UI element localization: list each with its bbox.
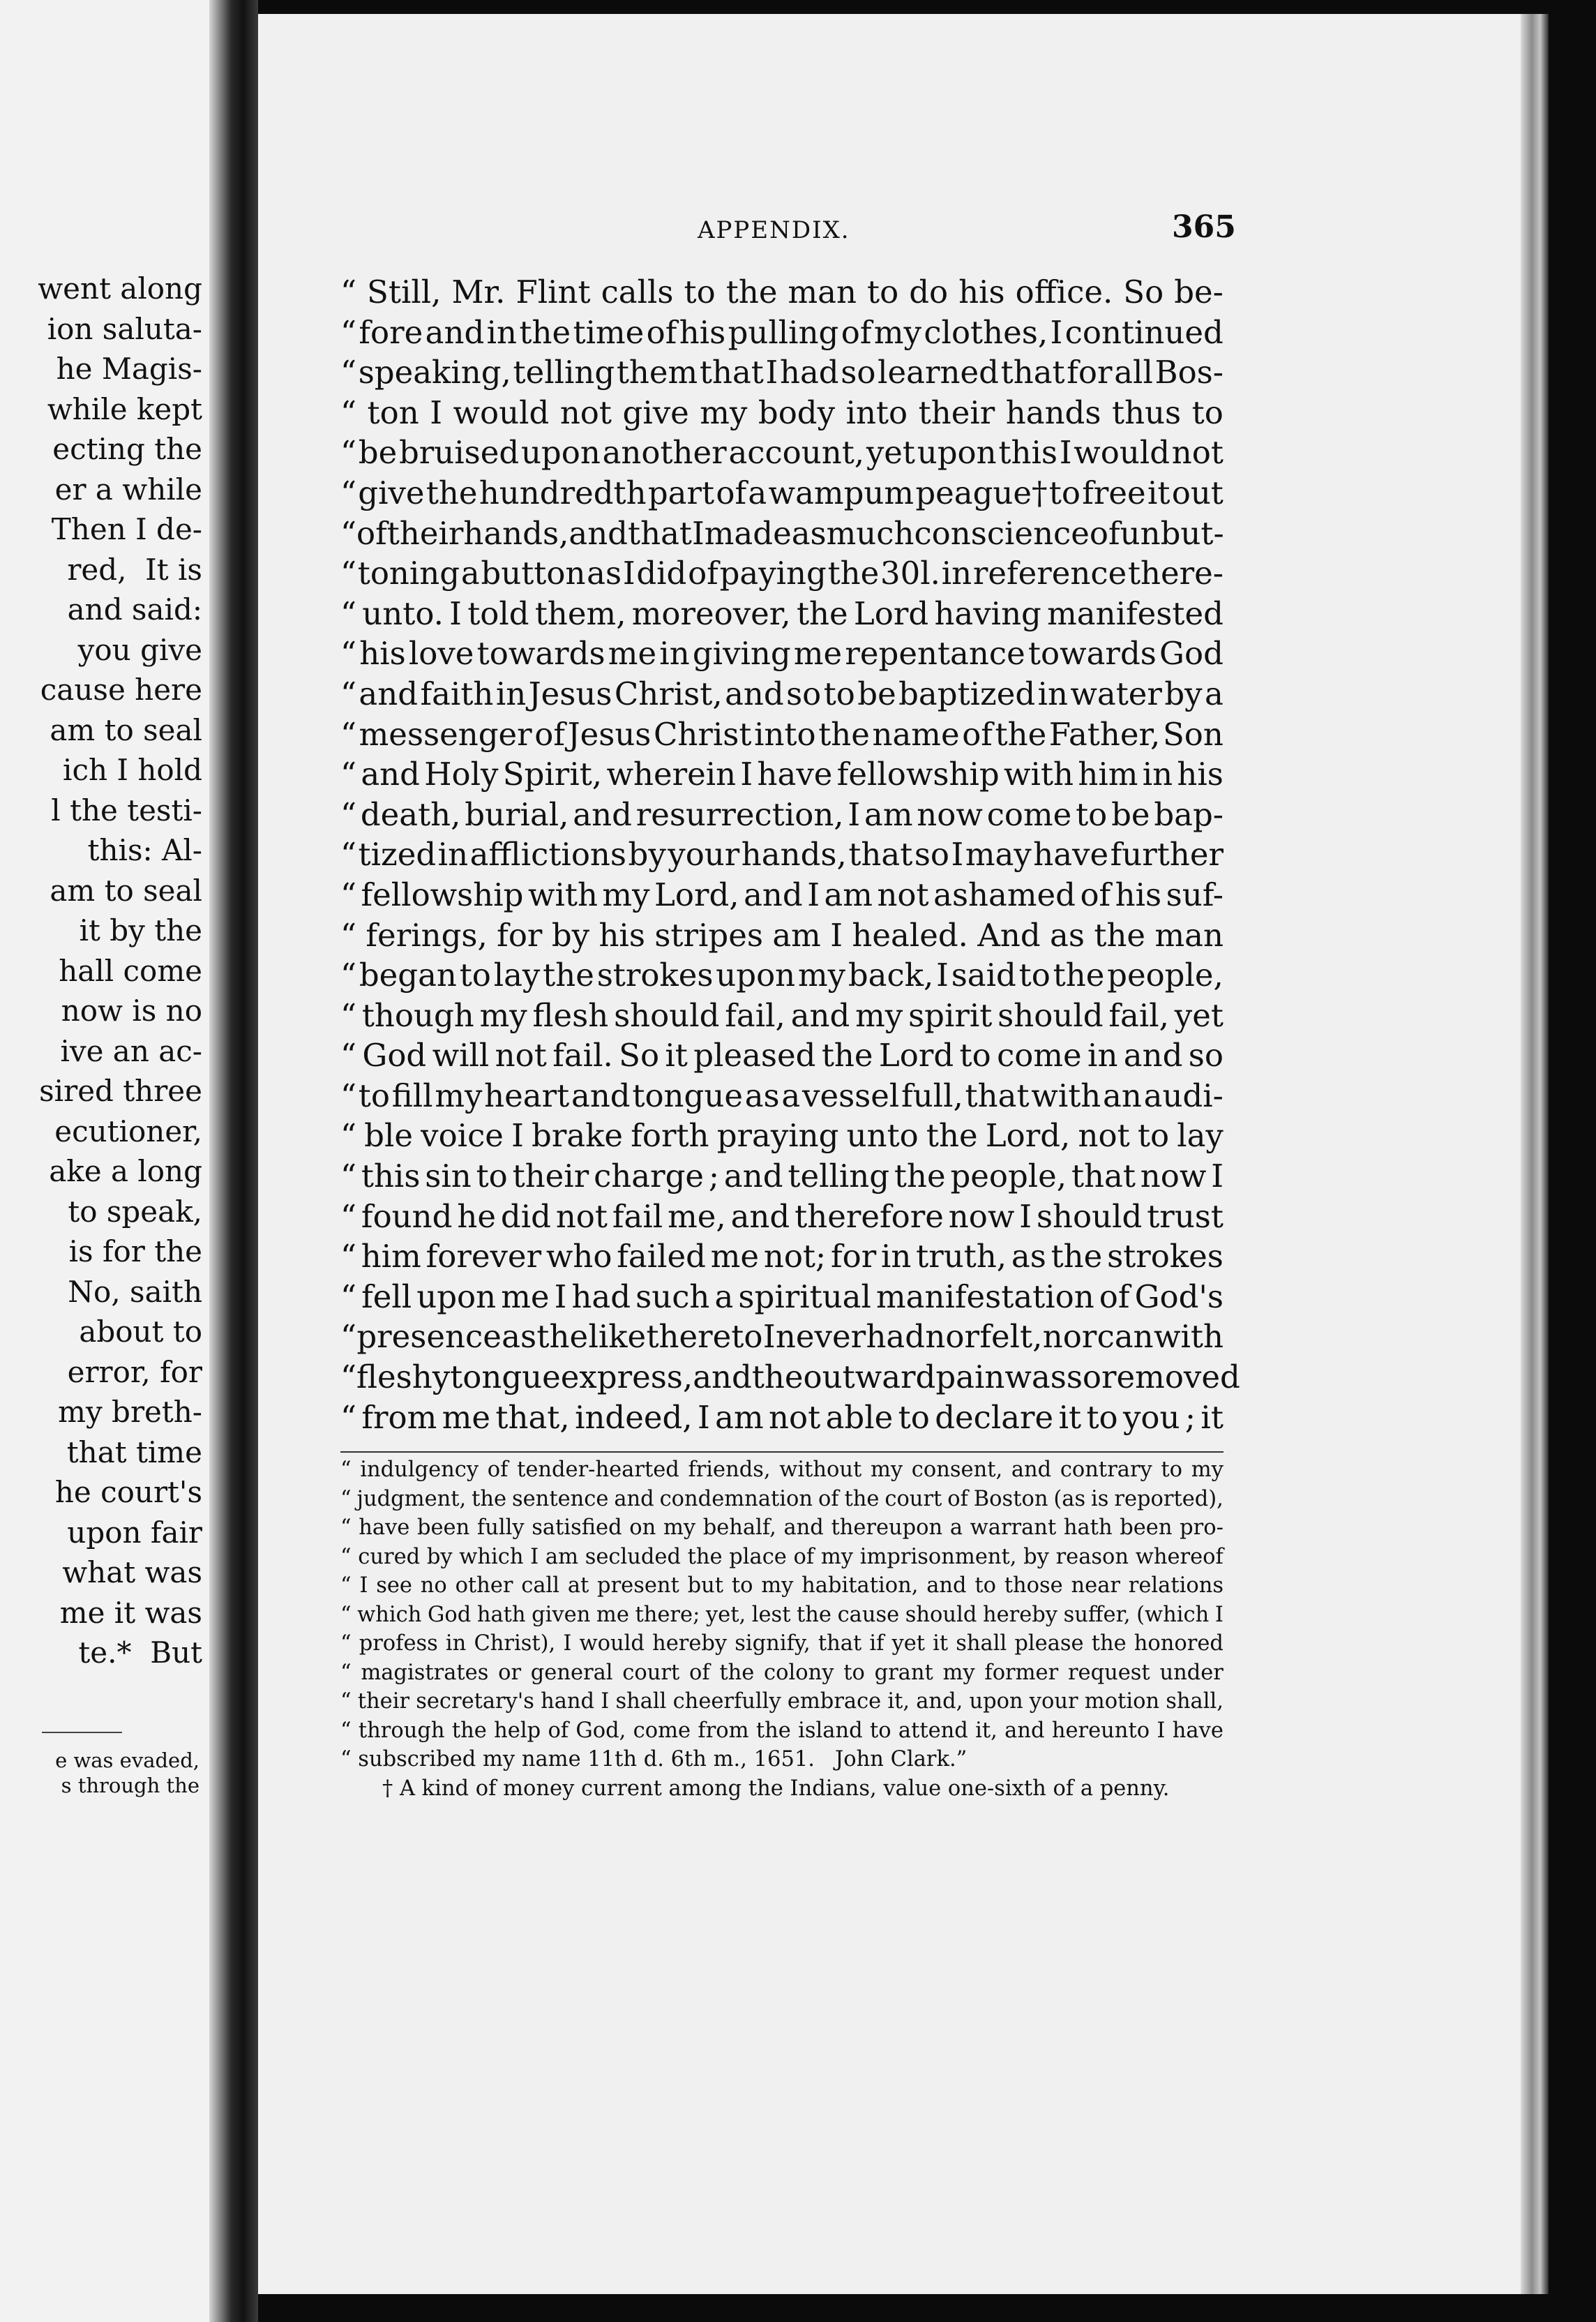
- body-line: “ him forever who failed me not; for in truth, as the strokes: [340, 1238, 1224, 1275]
- body-line: “ found he did not fail me, and therefore now I should trust: [340, 1197, 1224, 1235]
- body-line: “ toning a button as I did of paying the 30l. in reference there-: [340, 555, 1224, 592]
- footnote-line: “ judgment, the sentence and condemnation of the court of Boston (as is reported),: [340, 1486, 1224, 1511]
- body-line: “ ferings, for by his stripes am I healed. And as the man: [340, 916, 1224, 954]
- body-line: “ to fill my heart and tongue as a vessel full, that with an audi-: [340, 1077, 1224, 1114]
- body-line: “ his love towards me in giving me repentance towards God: [340, 635, 1224, 673]
- dagger-footnote: † A kind of money current among the Indians, value one-sixth of a penny.: [382, 1776, 1170, 1801]
- running-head: APPENDIX.: [698, 216, 850, 244]
- body-line: “ messenger of Jesus Christ into the name of the Father, Son: [340, 715, 1224, 753]
- body-line: “ fellowship with my Lord, and I am not ashamed of his suf-: [340, 876, 1224, 913]
- footnote-line: “ have been fully satisfied on my behalf, and thereupon a warrant hath been pro-: [340, 1515, 1224, 1540]
- body-text: [340, 272, 1240, 1437]
- footnote-line: “ cured by which I am secluded the place of my imprisonment, by reason whereof: [340, 1544, 1224, 1569]
- body-line: “ and Holy Spirit, wherein I have fellowship with him in his: [340, 756, 1224, 793]
- footnote-line: “ through the help of God, come from the island to attend it, and hereunto I have: [340, 1718, 1224, 1743]
- footnote-line: “ magistrates or general court of the colony to grant my former request under: [340, 1660, 1224, 1685]
- book-gutter: [209, 0, 258, 2322]
- page-edge: [1521, 14, 1549, 2294]
- left-page-footnote: e was evaded, s through the: [55, 1748, 200, 1797]
- left-page-fragment: [0, 0, 209, 2322]
- body-line: “ from me that, indeed, I am not able to declare it to you ; it: [340, 1398, 1224, 1436]
- body-line: “ give the hundredth part of a wampum peague† to free it out: [340, 474, 1224, 511]
- footnote-line: “ profess in Christ), I would hereby signify, that if yet it shall please the honored: [340, 1631, 1224, 1656]
- body-line: “ fore and in the time of his pulling of my clothes, I continued: [340, 313, 1224, 351]
- body-line: “ presence as the like thereto I never had nor felt, nor can with: [340, 1318, 1224, 1356]
- footnote-line: “ indulgency of tender-hearted friends, without my consent, and contrary to my: [340, 1458, 1224, 1482]
- body-line: “ though my flesh should fail, and my spirit should fail, yet: [340, 996, 1224, 1034]
- footnote-rule: [340, 1451, 1224, 1453]
- body-line: “ ton I would not give my body into their hands thus to: [340, 394, 1224, 431]
- body-line: “ tized in afflictions by your hands, that so I may have further: [340, 836, 1224, 874]
- left-footnote-rule: [42, 1732, 122, 1733]
- body-line: “ and faith in Jesus Christ, and so to be baptized in water by a: [340, 675, 1224, 712]
- body-line: “ began to lay the strokes upon my back, I said to the people,: [340, 957, 1224, 994]
- page-number: 365: [1172, 209, 1236, 245]
- body-line: “ fell upon me I had such a spiritual manifestation of God's: [340, 1278, 1224, 1315]
- body-line: “ unto. I told them, moreover, the Lord having manifested: [340, 594, 1224, 632]
- body-line: “ speaking, telling them that I had so learned that for all Bos-: [340, 354, 1224, 391]
- body-line: “ fleshy tongue express, and the outward pain was so removed: [340, 1358, 1240, 1396]
- footnote-line: “ which God hath given me there; yet, lest the cause should hereby suffer, (which I: [340, 1602, 1224, 1627]
- body-line: “ be bruised upon another account, yet upon this I would not: [340, 434, 1224, 472]
- body-line: “ of their hands, and that I made as much conscience of unbut-: [340, 514, 1224, 552]
- body-line: “ this sin to their charge ; and telling the people, that now I: [340, 1158, 1224, 1195]
- footnotes: [340, 1455, 1224, 1803]
- footnote-line: “ I see no other call at present but to my habitation, and to those near relations: [340, 1573, 1224, 1598]
- footnote-line: “ subscribed my name 11th d. 6th m., 1651. John Clark.”: [340, 1747, 968, 1772]
- left-page-text: went along ion saluta- he Magis- while kept ecting the er a while Then I de- red, It is and said: you give cause here am to seal ich I hold l the testi- this: Al- am to seal it by the hall come now is no ive an ac- sired three ecutioner, ake a long to speak, is for the No, saith about to error, for my breth- that time he court's upon fair what was me it was te.* But: [38, 271, 202, 1670]
- body-line: “ ble voice I brake forth praying unto the Lord, not to lay: [340, 1117, 1224, 1155]
- footnote-line: “ their secretary's hand I shall cheerfully embrace it, and, upon your motion shall,: [340, 1689, 1224, 1714]
- body-line: “ Still, Mr. Flint calls to the man to do his office. So be-: [340, 274, 1224, 310]
- body-line: “ death, burial, and resurrection, I am now come to be bap-: [340, 795, 1224, 833]
- body-line: “ God will not fail. So it pleased the Lord to come in and so: [340, 1037, 1224, 1074]
